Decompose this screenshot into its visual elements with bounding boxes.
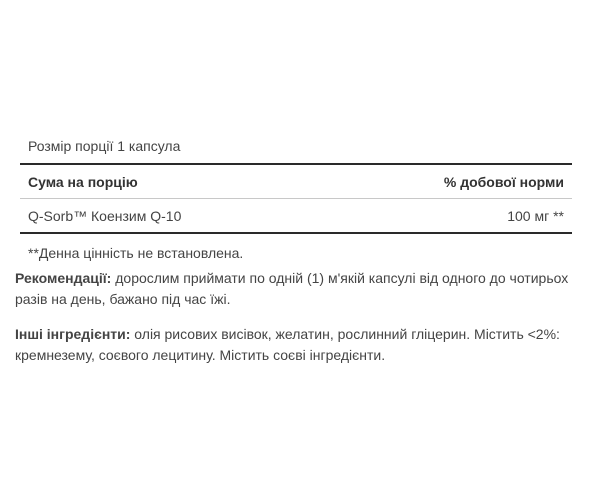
other-ingredients-paragraph bbox=[15, 324, 575, 366]
daily-value-label: % добової норми bbox=[443, 173, 564, 190]
supplement-facts-panel bbox=[20, 130, 572, 262]
recommendations-label: Рекомендації: bbox=[15, 270, 112, 286]
facts-item-row bbox=[20, 199, 572, 232]
other-ingredients-label: Інші інгредієнти: bbox=[15, 326, 131, 342]
facts-header-row bbox=[20, 165, 572, 198]
daily-value-footnote: **Денна цінність не встановлена. bbox=[28, 245, 244, 261]
recommendations-text: дорослим приймати по одній (1) м'якій капсулі від одного до чотирьох разів на день, бажано під час їжі. bbox=[15, 270, 569, 307]
other-ingredients-text: олія рисових висівок, желатин, рослинний гліцерин. Містить <2%: кремнезему, соєвого лецитину. Містить соєві інгредієнти. bbox=[15, 326, 560, 363]
recommendations-paragraph bbox=[15, 268, 575, 310]
ingredient-amount: 100 мг ** bbox=[507, 207, 564, 224]
amount-per-serving-label: Сума на порцію bbox=[28, 173, 138, 190]
serving-size: Розмір порції 1 капсула bbox=[28, 138, 181, 154]
ingredient-name: Q-Sorb™ Коензим Q-10 bbox=[28, 207, 182, 224]
